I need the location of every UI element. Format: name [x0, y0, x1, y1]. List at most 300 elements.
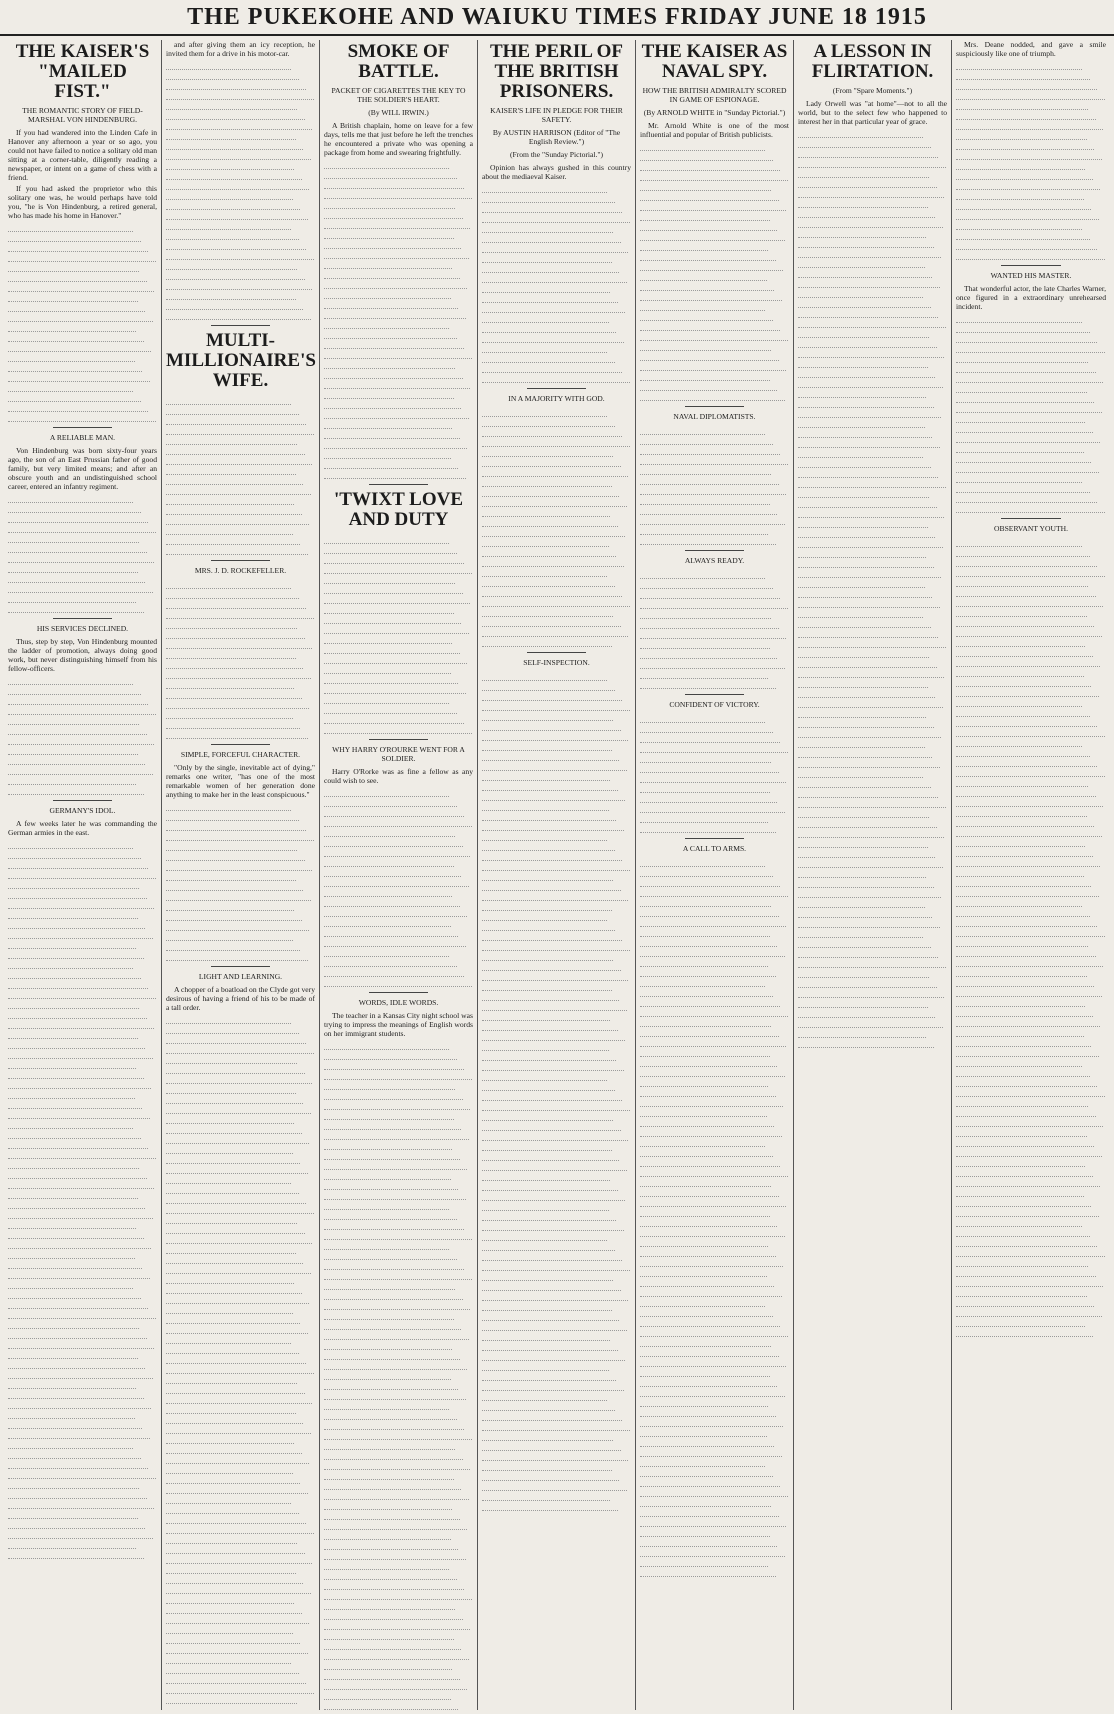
- text-line: [798, 818, 937, 828]
- text-line: [798, 238, 934, 248]
- text-line: [482, 607, 613, 617]
- text-line: [8, 503, 141, 513]
- text-line: [482, 587, 622, 597]
- text-line: [324, 1580, 464, 1590]
- text-line: [166, 841, 297, 851]
- text-line: [166, 150, 311, 160]
- text-line: [482, 447, 613, 457]
- text-line: [640, 669, 768, 679]
- text-line: [482, 353, 615, 363]
- column-body-text: [324, 1240, 473, 1710]
- text-line: [640, 1107, 767, 1117]
- text-line: [798, 738, 925, 748]
- divider-rule: [369, 739, 429, 740]
- text-line: [8, 1399, 151, 1409]
- text-line: [166, 1434, 294, 1444]
- text-line: [324, 1370, 451, 1380]
- text-line: [482, 1001, 627, 1011]
- text-line: [324, 1690, 451, 1700]
- text-line: [482, 1331, 610, 1341]
- text-line: [8, 1149, 156, 1159]
- text-line: [166, 290, 296, 300]
- text-line: [8, 543, 147, 553]
- text-line: [640, 1087, 776, 1097]
- text-line: [640, 947, 785, 957]
- text-line: [324, 439, 467, 449]
- text-line: [956, 230, 1090, 240]
- text-line: [166, 1354, 306, 1364]
- text-line: [482, 487, 619, 497]
- text-line: [324, 399, 461, 409]
- column-4: [478, 40, 636, 1710]
- text-line: [640, 515, 785, 525]
- text-line: [956, 493, 1097, 503]
- text-line: [956, 807, 1087, 817]
- text-line: [166, 130, 296, 140]
- text-line: [8, 949, 144, 959]
- text-line: [482, 1091, 622, 1101]
- text-line: [8, 909, 138, 919]
- text-line: [640, 887, 788, 897]
- text-line: [8, 1189, 138, 1199]
- text-line: [324, 1550, 466, 1560]
- column-body-text: [956, 537, 1106, 737]
- text-line: [640, 1097, 783, 1107]
- text-line: [956, 120, 1103, 130]
- text-line: [166, 1014, 291, 1024]
- text-line: [640, 1457, 765, 1467]
- text-line: [956, 1067, 1090, 1077]
- text-line: [482, 1411, 622, 1421]
- text-line: [8, 1549, 144, 1559]
- text-line: [956, 887, 1099, 897]
- text-line: [324, 1340, 452, 1350]
- text-line: [956, 1167, 1093, 1177]
- text-line: [956, 1267, 1096, 1277]
- text-line: [8, 765, 153, 775]
- text-line: [956, 1227, 1090, 1237]
- text-line: [166, 1454, 309, 1464]
- text-line: [8, 372, 150, 382]
- text-line: [956, 473, 1082, 483]
- section-heading: WANTED HIS MASTER.: [990, 271, 1072, 280]
- text-line: [8, 1329, 147, 1339]
- text-line: [798, 578, 925, 588]
- text-line: [482, 193, 615, 203]
- text-line: [798, 498, 937, 508]
- text-line: [482, 851, 622, 861]
- text-line: [8, 272, 147, 282]
- text-line: [166, 1094, 303, 1104]
- text-line: [8, 1389, 144, 1399]
- text-line: [166, 515, 309, 525]
- section-heading: OBSERVANT YOUTH.: [994, 524, 1068, 533]
- text-line: [166, 589, 299, 599]
- text-line: [8, 242, 148, 252]
- text-line: [640, 987, 773, 997]
- text-line: [324, 947, 449, 957]
- text-line: [798, 888, 941, 898]
- text-line: [482, 1041, 609, 1051]
- text-line: [956, 757, 1097, 767]
- text-line: [324, 319, 449, 329]
- divider-rule: [1001, 265, 1061, 266]
- text-line: [8, 1449, 141, 1459]
- text-line: [482, 537, 609, 547]
- text-line: [324, 967, 464, 977]
- text-line: [324, 329, 457, 339]
- text-line: [640, 445, 780, 455]
- text-line: [166, 70, 299, 80]
- text-line: [166, 719, 300, 729]
- text-line: [324, 1310, 454, 1320]
- text-line: [956, 423, 1093, 433]
- text-line: [8, 292, 138, 302]
- text-line: [956, 1027, 1084, 1037]
- text-line: [482, 1321, 627, 1331]
- text-line: [482, 1461, 612, 1471]
- text-line: [324, 1660, 452, 1670]
- text-line: [956, 1287, 1087, 1297]
- text-line: [8, 553, 154, 563]
- text-line: [482, 931, 622, 941]
- text-line: [956, 687, 1099, 697]
- text-line: [166, 1184, 299, 1194]
- text-line: [324, 1420, 464, 1430]
- text-line: [798, 918, 940, 928]
- text-line: [324, 1590, 472, 1600]
- text-line: [166, 1674, 306, 1684]
- text-line: [324, 564, 472, 574]
- text-line: [956, 617, 1094, 627]
- section-heading: MRS. J. D. ROCKEFELLER.: [194, 566, 287, 575]
- text-line: [956, 717, 1097, 727]
- text-line: [482, 253, 612, 263]
- text-line: [482, 671, 607, 681]
- text-line: [482, 941, 630, 951]
- text-line: [166, 240, 306, 250]
- text-line: [324, 169, 457, 179]
- text-line: [798, 478, 946, 488]
- text-line: [166, 1464, 293, 1474]
- text-line: [482, 691, 622, 701]
- text-line: [8, 1039, 145, 1049]
- text-line: [166, 1384, 305, 1394]
- text-line: [798, 218, 943, 228]
- text-line: [482, 971, 628, 981]
- text-line: [640, 251, 776, 261]
- text-line: [324, 877, 469, 887]
- text-line: [482, 1191, 625, 1201]
- text-line: [956, 1107, 1096, 1117]
- text-line: [640, 1217, 777, 1227]
- text-line: [798, 458, 931, 468]
- text-line: [482, 681, 615, 691]
- text-line: [8, 1219, 136, 1229]
- text-line: [640, 151, 773, 161]
- text-line: [324, 259, 452, 269]
- text-line: [956, 797, 1103, 807]
- text-line: [324, 349, 472, 359]
- text-line: [324, 634, 452, 644]
- text-line: [956, 1157, 1085, 1167]
- text-line: [798, 548, 926, 558]
- text-line: [324, 1120, 461, 1130]
- text-line: [324, 289, 451, 299]
- divider-rule: [369, 992, 429, 993]
- text-line: [956, 463, 1099, 473]
- text-line: [956, 1007, 1093, 1017]
- text-line: [8, 1239, 151, 1249]
- text-line: [8, 282, 154, 292]
- text-line: [956, 677, 1091, 687]
- text-line: [798, 158, 946, 168]
- text-line: [324, 1240, 449, 1250]
- text-line: [324, 1210, 457, 1220]
- text-line: [166, 1064, 305, 1074]
- text-line: [798, 908, 932, 918]
- text-line: [324, 957, 457, 967]
- text-line: [324, 159, 449, 169]
- text-line: [324, 1280, 455, 1290]
- text-line: [640, 1037, 786, 1047]
- text-line: [166, 1324, 308, 1334]
- text-line: [166, 1374, 297, 1384]
- text-line: [482, 911, 607, 921]
- text-line: [640, 1287, 782, 1297]
- text-line: [166, 1584, 311, 1594]
- text-line: [956, 857, 1100, 867]
- text-line: [956, 667, 1084, 677]
- text-line: [956, 1237, 1097, 1247]
- text-line: [166, 1034, 306, 1044]
- text-line: [482, 731, 628, 741]
- text-line: [324, 1320, 461, 1330]
- text-line: [640, 957, 768, 967]
- text-line: [324, 1480, 461, 1490]
- text-line: [640, 793, 777, 803]
- text-line: [956, 1097, 1088, 1107]
- divider-rule: [211, 744, 271, 745]
- text-line: [798, 168, 929, 178]
- text-line: [8, 1289, 141, 1299]
- text-line: [482, 961, 621, 971]
- text-line: [166, 395, 291, 405]
- text-line: [956, 587, 1096, 597]
- text-line: [166, 1214, 297, 1224]
- text-line: [8, 603, 144, 613]
- text-line: [956, 1297, 1094, 1307]
- text-line: [324, 209, 463, 219]
- text-line: [8, 1279, 133, 1289]
- text-line: [166, 851, 305, 861]
- text-line: [166, 1664, 299, 1674]
- text-line: [640, 1007, 788, 1017]
- text-line: [956, 90, 1105, 100]
- text-line: [640, 1527, 770, 1537]
- text-line: [956, 1317, 1085, 1327]
- text-line: [956, 987, 1102, 997]
- text-line: [166, 250, 314, 260]
- text-line: [8, 1009, 147, 1019]
- text-line: [798, 188, 944, 198]
- text-line: [8, 1229, 144, 1239]
- text-line: [798, 308, 938, 318]
- text-line: [8, 1439, 133, 1449]
- text-line: [956, 1017, 1100, 1027]
- text-line: [324, 419, 452, 429]
- text-line: [640, 495, 770, 505]
- text-line: [482, 283, 610, 293]
- text-line: [166, 1554, 312, 1564]
- text-line: [640, 1017, 771, 1027]
- text-line: [166, 1254, 303, 1264]
- text-line: [166, 1304, 293, 1314]
- text-line: [798, 618, 931, 628]
- text-line: [956, 1197, 1091, 1207]
- text-line: [8, 879, 139, 889]
- text-line: [956, 1047, 1099, 1057]
- text-line: [640, 1437, 774, 1447]
- text-line: [956, 1327, 1093, 1337]
- text-line: [8, 1049, 153, 1059]
- text-line: [482, 721, 621, 731]
- text-line: [166, 310, 311, 320]
- text-line: [640, 639, 770, 649]
- text-line: [956, 827, 1102, 837]
- text-line: [640, 1047, 770, 1057]
- text-line: [640, 1567, 776, 1577]
- text-line: [482, 223, 613, 233]
- text-line: [166, 1484, 308, 1494]
- text-line: [166, 495, 294, 505]
- text-line: [324, 1070, 472, 1080]
- text-line: [324, 1560, 449, 1570]
- text-line: [482, 1341, 618, 1351]
- text-line: [482, 1141, 612, 1151]
- divider-rule: [527, 388, 587, 389]
- text-line: [640, 465, 771, 475]
- text-line: [324, 239, 461, 249]
- text-line: [798, 828, 944, 838]
- text-line: [798, 958, 946, 968]
- text-line: [324, 1640, 461, 1650]
- text-line: [166, 1614, 309, 1624]
- section-heading: SIMPLE, FORCEFUL CHARACTER.: [180, 750, 301, 759]
- text-line: [482, 791, 625, 801]
- text-line: [166, 1114, 294, 1124]
- text-line: [956, 1077, 1097, 1087]
- text-line: [166, 891, 311, 901]
- text-line: [8, 593, 136, 603]
- section-heading: IN A MAJORITY WITH GOD.: [508, 394, 605, 403]
- text-line: [166, 1174, 291, 1184]
- text-line: [956, 110, 1096, 120]
- text-line: [798, 128, 923, 138]
- text-line: [166, 831, 314, 841]
- text-line: [324, 674, 458, 684]
- text-line: [640, 1387, 785, 1397]
- subheadline: (By ARNOLD WHITE in "Sunday Pictorial."): [643, 108, 786, 117]
- text-line: [482, 1081, 615, 1091]
- text-line: [324, 664, 451, 674]
- text-line: [8, 1379, 136, 1389]
- text-line: [166, 1414, 303, 1424]
- text-line: [166, 170, 302, 180]
- text-line: [324, 1600, 455, 1610]
- text-line: [640, 1227, 785, 1237]
- text-line: [324, 1390, 466, 1400]
- text-line: [8, 1079, 151, 1089]
- section-heading: WHY HARRY O'ROURKE WENT FOR A SOLDIER.: [332, 745, 465, 763]
- text-line: [956, 383, 1087, 393]
- text-line: [482, 741, 612, 751]
- text-line: [8, 1309, 156, 1319]
- text-line: [640, 927, 770, 937]
- text-line: [798, 138, 931, 148]
- text-line: [166, 1344, 299, 1354]
- text-line: [956, 403, 1102, 413]
- text-line: [166, 1394, 312, 1404]
- text-line: [798, 588, 932, 598]
- text-line: [956, 697, 1082, 707]
- text-line: [482, 1171, 610, 1181]
- text-line: [640, 897, 771, 907]
- text-line: [166, 60, 291, 70]
- text-line: [166, 639, 312, 649]
- column-body-text: [956, 60, 1106, 260]
- text-line: [8, 262, 139, 272]
- text-line: [640, 1167, 788, 1177]
- text-line: [956, 927, 1105, 937]
- text-line: [956, 837, 1085, 847]
- text-line: [482, 567, 607, 577]
- text-line: [166, 941, 300, 951]
- text-line: [8, 1469, 156, 1479]
- text-line: [324, 339, 464, 349]
- text-line: [482, 637, 612, 647]
- text-line: [798, 668, 944, 678]
- text-line: [640, 1377, 777, 1387]
- text-line: [798, 428, 932, 438]
- text-line: [166, 679, 294, 689]
- text-line: [166, 861, 312, 871]
- text-line: [166, 1704, 305, 1710]
- text-line: [798, 1038, 934, 1048]
- text-line: [798, 318, 946, 328]
- text-line: [482, 1451, 628, 1461]
- text-line: [166, 1594, 294, 1604]
- text-line: [324, 594, 470, 604]
- text-line: [166, 1564, 296, 1574]
- text-line: [640, 161, 780, 171]
- text-line: [166, 1634, 300, 1644]
- text-line: [640, 261, 783, 271]
- text-line: [166, 485, 311, 495]
- text-line: [166, 659, 303, 669]
- column-body-text: [798, 128, 947, 448]
- text-line: [166, 1294, 309, 1304]
- text-line: [482, 407, 607, 417]
- text-line: [8, 705, 156, 715]
- text-line: [324, 1360, 467, 1370]
- subheadline: (From the "Sunday Pictorial."): [509, 150, 604, 159]
- text-line: [482, 761, 627, 771]
- text-line: [640, 1157, 780, 1167]
- text-line: [324, 1040, 449, 1050]
- text-line: [482, 1501, 618, 1511]
- text-line: [324, 887, 452, 897]
